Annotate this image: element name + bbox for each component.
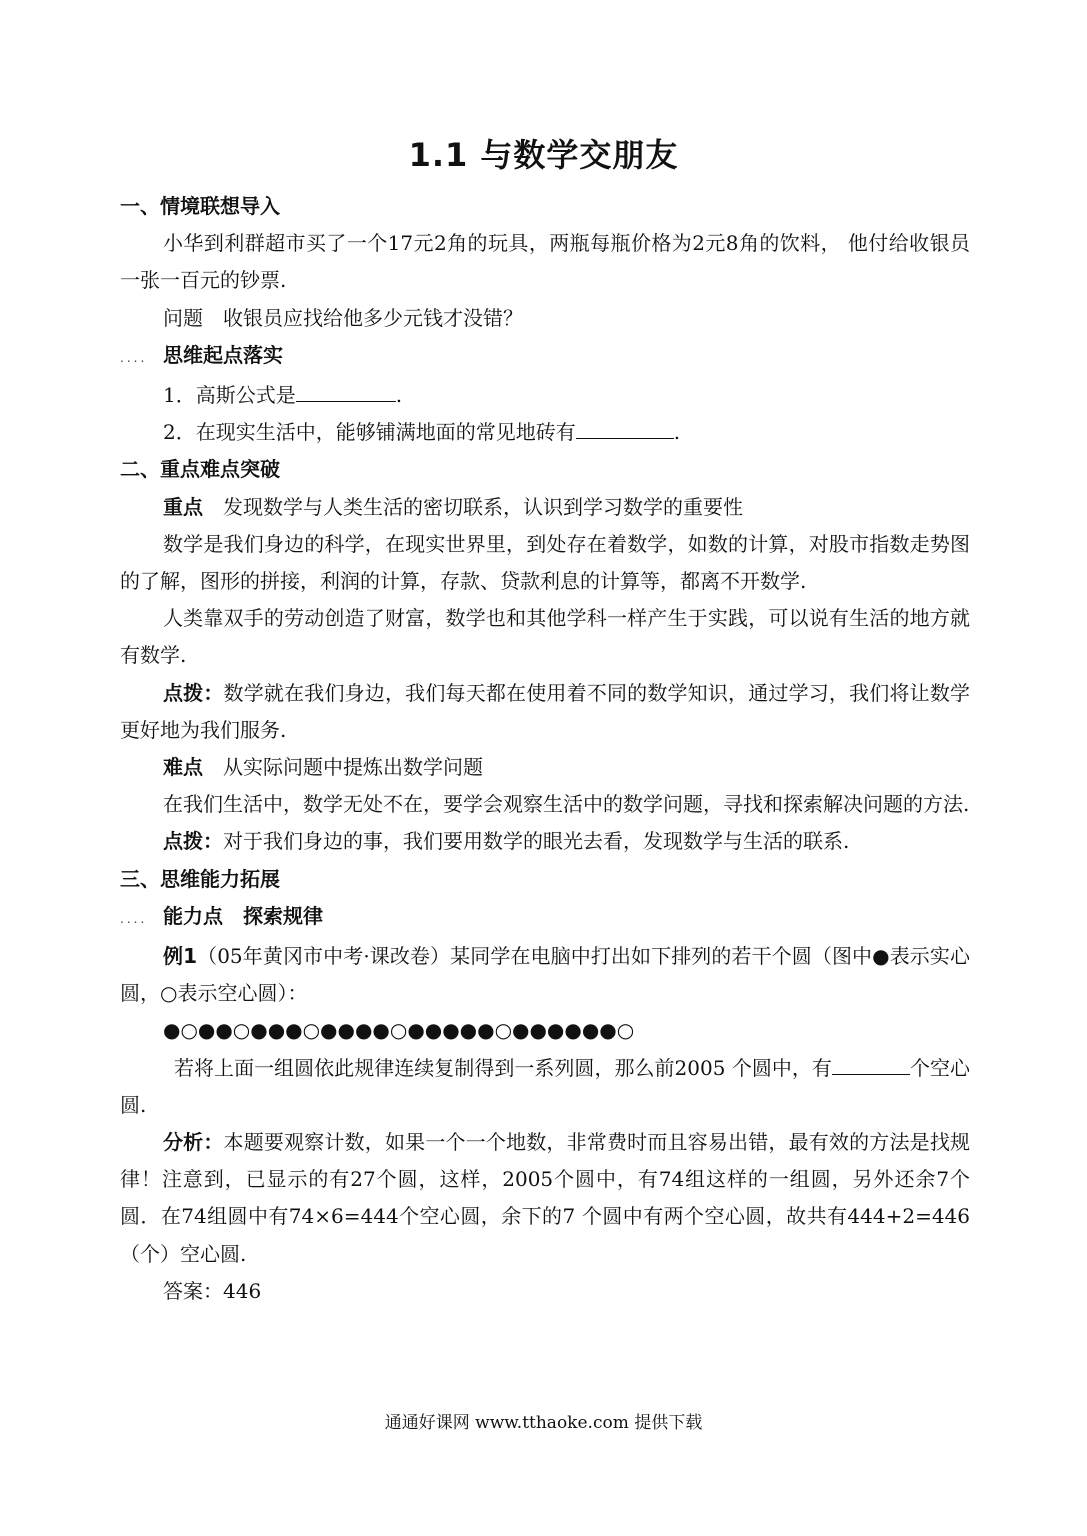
example-1 [120,938,970,1012]
key-hint-text: 数学就在我们身边，我们每天都在使用着不同的数学知识，通过学习，我们将让数学更好地为我们服务. [120,680,971,742]
question-1-blank [296,379,396,402]
key-point-label: 重点 [163,494,203,519]
difficulty-hint-label: 点拨： [163,829,223,854]
key-paragraph-2: 人类靠双手的劳动创造了财富，数学也和其他学科一样产生于实践，可以说有生活的地方就有数学. [120,606,970,668]
example-label: 例1 [163,944,198,969]
analysis-label: 分析： [163,1130,224,1155]
difficulty-paragraph: 在我们生活中，数学无处不在，要学会观察生活中的数学问题，寻找和探索解决问题的方法. [163,792,970,817]
analysis [120,1124,970,1273]
section-heading-2: 二、重点难点突破 [120,457,280,482]
question-2-text: 2．在现实生活中，能够铺满地面的常见地砖有 [163,420,576,445]
ability-heading: 能力点 探索规律 [163,903,323,928]
circle-sequence: ●○●●○●●●○●●●●○●●●●●○●●●●●●○ [163,1018,635,1043]
difficulty-point [120,749,970,786]
fill-question [120,1050,970,1124]
dots-marker: .... [120,350,148,365]
key-point-text: 发现数学与人类生活的密切联系，认识到学习数学的重要性 [203,494,743,519]
difficulty-text: 从实际问题中提炼出数学问题 [203,755,483,780]
question-1 [120,377,970,414]
example-text: （05年黄冈市中考·课改卷）某同学在电脑中打出如下排列的若干个圆（图中●表示实心圆，○表示空心圆）： [120,944,970,1006]
key-hint-label: 点拨： [163,680,224,705]
question-2-suffix: . [673,420,681,445]
page-footer: 通通好课网 www.tthaoke.com 提供下载 [384,1413,703,1433]
start-point-heading: 思维起点落实 [163,342,283,367]
intro-question: 问题 收银员应找给他多少元钱才没错？ [163,305,523,330]
start-point-heading-row [120,337,970,377]
section-heading-3: 三、思维能力拓展 [120,866,280,891]
question-1-suffix: . [395,383,403,408]
difficulty-label: 难点 [163,755,203,780]
question-1-text: 1．高斯公式是 [163,383,296,408]
analysis-text: 本题要观察计数，如果一个一个地数，非常费时而且容易出错，最有效的方法是找规律！注意到，已显示的有27个圆，这样，2005个圆中，有74组这样的一组圆，另外还余7个圆．在74组圆中有74×6=444个空心圆，余下的7 个圆中有两个空心圆，故共有444+2=446（个）空心圆. [120,1130,971,1266]
ability-heading-row [120,898,970,938]
difficulty-hint-text: 对于我们身边的事，我们要用数学的眼光去看，发现数学与生活的联系. [223,829,850,854]
difficulty-hint [120,823,970,860]
section-heading-1: 一、情境联想导入 [120,194,280,218]
document-body [120,188,970,1310]
key-paragraph-1: 数学是我们身边的科学，在现实世界里，到处存在着数学，如数的计算，对股市指数走势图的了解，图形的拼接，利润的计算，存款、贷款利息的计算等，都离不开数学. [120,531,970,594]
key-point [120,489,970,526]
fill-question-blank [832,1052,910,1075]
fill-question-suffix: 个空心圆. [120,1055,971,1117]
answer: 答案：446 [163,1278,262,1303]
page-title: 1.1 与数学交朋友 [408,136,679,174]
question-2-blank [576,416,674,439]
fill-question-text: 若将上面一组圆依此规律连续复制得到一系列圆，那么前2005 个圆中，有 [174,1055,832,1080]
dots-marker: .... [120,911,148,926]
question-2 [120,414,970,451]
intro-paragraph: 小华到利群超市买了一个17元2角的玩具，两瓶每瓶价格为2元8角的饮料， 他付给收银员一张一百元的钞票. [120,231,970,293]
key-hint [120,675,970,749]
